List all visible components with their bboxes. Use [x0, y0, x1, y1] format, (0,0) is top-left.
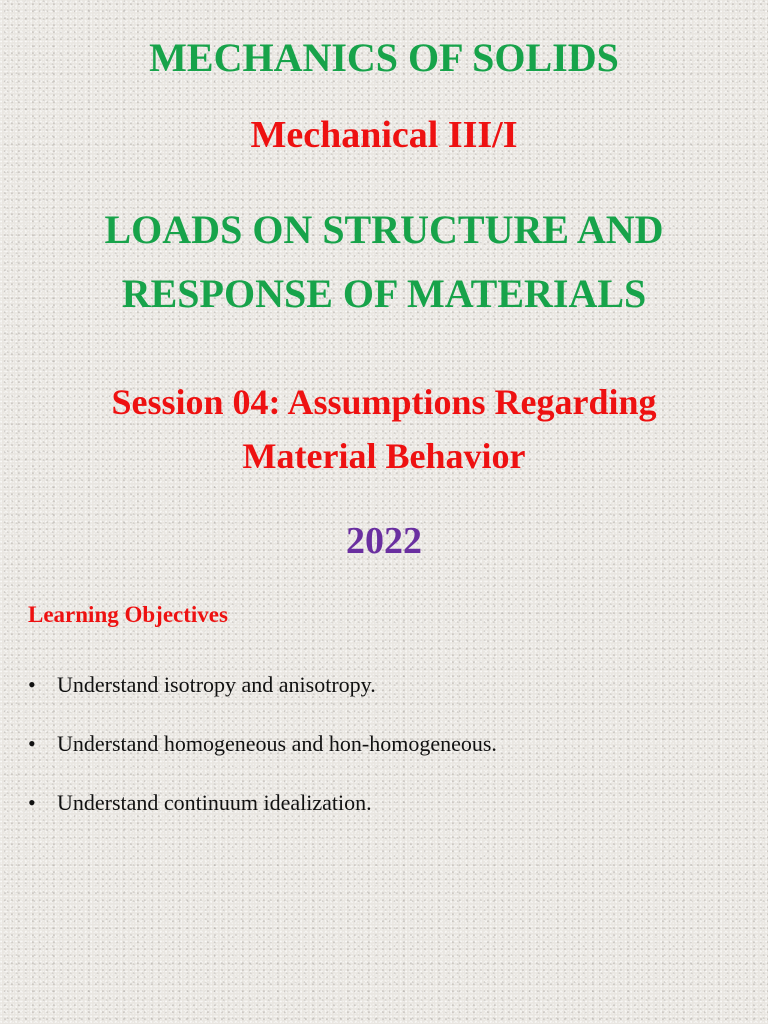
topic-title-line-1: LOADS ON STRUCTURE AND	[104, 207, 664, 252]
objectives-list	[28, 670, 497, 847]
bullet-icon: •	[28, 731, 36, 756]
session-title-line-1: Session 04: Assumptions Regarding	[111, 382, 657, 422]
bullet-icon: •	[28, 790, 36, 815]
objective-item	[28, 788, 497, 818]
topic-title-line-2: RESPONSE OF MATERIALS	[121, 271, 647, 316]
objective-text: Understand homogeneous and hon-homogeneous.	[57, 731, 497, 756]
year-label: 2022	[346, 520, 422, 562]
bullet-icon: •	[28, 672, 36, 697]
objective-text: Understand continuum idealization.	[57, 790, 372, 815]
course-title: MECHANICS OF SOLIDS	[149, 35, 619, 80]
objective-text: Understand isotropy and anisotropy.	[57, 672, 376, 697]
course-subtitle: Mechanical III/I	[250, 114, 518, 156]
session-title-line-2: Material Behavior	[242, 436, 526, 476]
learning-objectives-heading: Learning Objectives	[28, 602, 228, 627]
objective-item	[28, 729, 497, 759]
objective-item	[28, 670, 497, 700]
